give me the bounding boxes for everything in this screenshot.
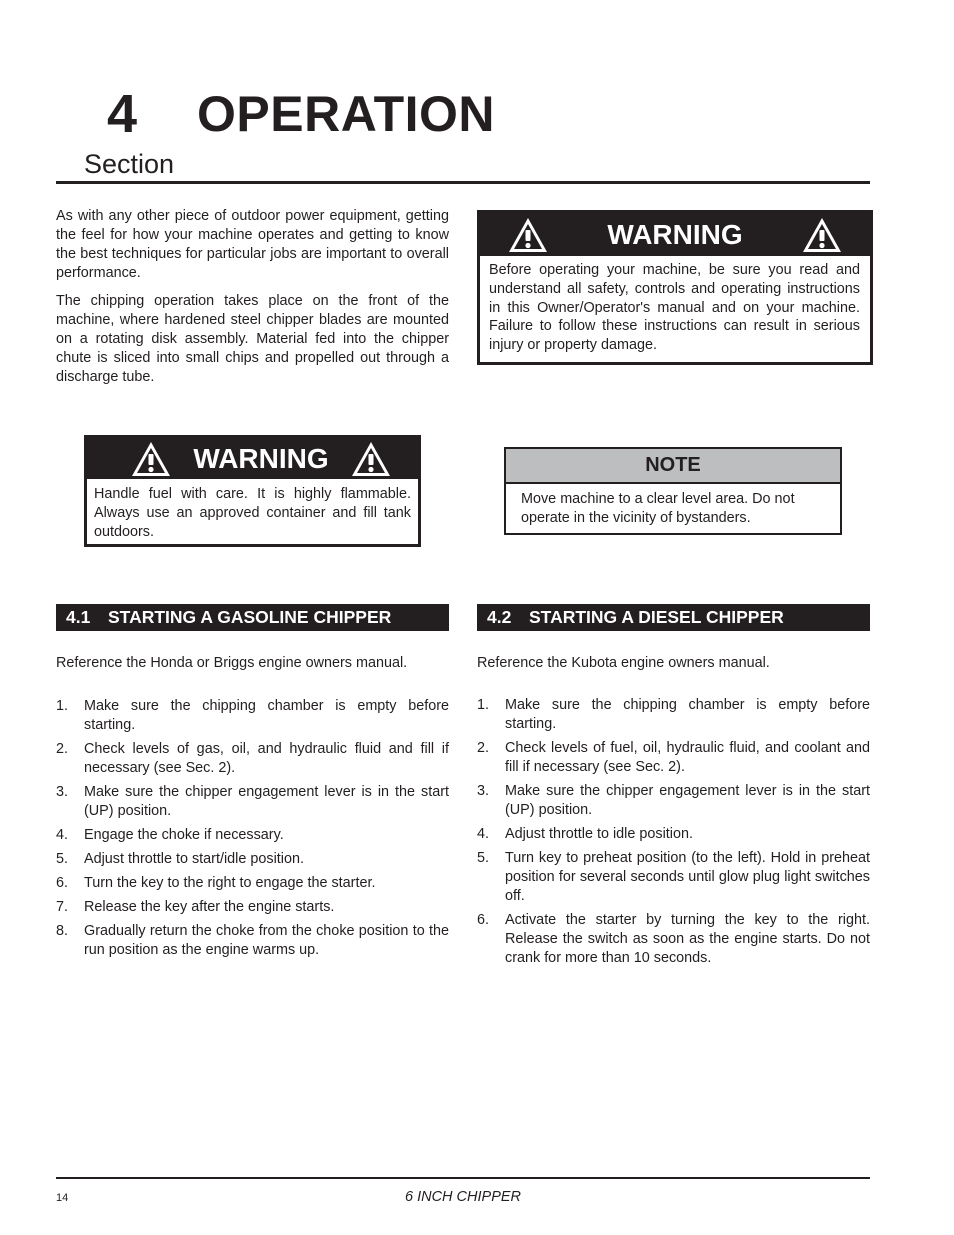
warning-text: Handle fuel with care. It is highly flammable. Always use an approved container and fill tank outdoors. [94,486,411,540]
step-text: Make sure the chipper engagement lever is in the start (UP) position. [505,783,870,818]
step-number: 3. [477,783,490,799]
warning-triangle-icon [802,217,842,253]
step-number: 2. [56,741,69,757]
step-item [56,826,449,845]
step-item [56,740,449,778]
section-title: STARTING A DIESEL CHIPPER [529,607,784,627]
step-number: 1. [56,698,69,714]
step-number: 7. [56,899,69,915]
section-label: Section [84,149,175,179]
step-number: 5. [477,850,490,866]
step-number: 5. [56,851,69,867]
warning-title: WARNING [193,442,329,474]
step-number: 2. [477,740,490,756]
section-heading-diesel [477,604,870,631]
diesel-steps [477,696,870,973]
step-number: 1. [477,697,490,713]
step-item [56,783,449,821]
section-title: STARTING A GASOLINE CHIPPER [108,607,392,627]
step-text: Check levels of gas, oil, and hydraulic fluid and fill if necessary (see Sec. 2). [84,741,449,776]
diesel-reference: Reference the Kubota engine owners manual. [477,655,770,671]
step-text: Make sure the chipper engagement lever is in the start (UP) position. [84,784,449,819]
note-box [504,447,842,535]
step-item [477,739,870,777]
step-item [56,850,449,869]
warning-box-fuel [84,435,421,547]
step-item [56,922,449,960]
step-number: 6. [477,912,490,928]
step-text: Make sure the chipping chamber is empty before starting. [505,697,870,732]
gasoline-steps [56,697,449,965]
step-text: Adjust throttle to idle position. [505,826,693,842]
warning-triangle-icon [351,441,391,477]
step-item [56,874,449,893]
step-number: 8. [56,923,69,939]
step-text: Engage the choke if necessary. [84,827,284,843]
intro-paragraph: The chipping operation takes place on the front of the machine, where hardened steel chipper blades are mounted on a rotating disk assembly. Material fed into the chipper chute is sliced into small chips and propelled out through a discharge tube. [56,293,449,385]
chapter-title: OPERATION [197,86,496,142]
step-text: Turn the key to the right to engage the starter. [84,875,376,891]
note-text: Move machine to a clear level area. Do not operate in the vicinity of bystanders. [521,491,795,526]
gasoline-reference: Reference the Honda or Briggs engine owners manual. [56,655,408,671]
step-item [477,911,870,968]
step-item [477,849,870,906]
step-number: 4. [56,827,69,843]
warning-title: WARNING [607,218,743,250]
step-number: 6. [56,875,69,891]
warning-box-operating [477,210,873,365]
warning-header [480,213,870,256]
section-heading-gasoline [56,604,449,631]
note-title: NOTE [506,449,840,484]
step-item [56,697,449,735]
step-number: 4. [477,826,490,842]
warning-triangle-icon [131,441,171,477]
step-item [477,825,870,844]
step-item [477,782,870,820]
step-text: Make sure the chipping chamber is empty before starting. [84,698,449,733]
step-text: Turn key to preheat position (to the left). Hold in preheat position for several seconds until glow plug light switches off. [505,850,870,904]
header-rule [56,181,870,184]
warning-text: Before operating your machine, be sure you read and understand all safety, controls and operating instructions in this Owner/Operator's manual and on your machine. Failure to follow these instructions can result in serious injury or property damage. [489,262,860,354]
intro-text [56,207,449,387]
intro-paragraph: As with any other piece of outdoor power equipment, getting the feel for how your machine operates and getting to know the best techniques for particular jobs are important to overall performance. [56,208,449,281]
step-number: 3. [56,784,69,800]
footer-rule [56,1177,870,1179]
step-text: Release the key after the engine starts. [84,899,335,915]
chapter-number: 4 [107,84,138,144]
step-text: Adjust throttle to start/idle position. [84,851,304,867]
step-text: Activate the starter by turning the key to the right. Release the switch as soon as the engine starts. Do not crank for more than 10 seconds. [505,912,870,966]
section-number: 4.2 [487,607,512,627]
section-number: 4.1 [66,607,91,627]
step-item [56,898,449,917]
step-text: Check levels of fuel, oil, hydraulic fluid, and coolant and fill if necessary (see Sec. 2). [505,740,870,775]
document-title: 6 INCH CHIPPER [404,1189,522,1205]
step-text: Gradually return the choke from the choke position to the run position as the engine warms up. [84,923,449,958]
warning-header [87,438,418,479]
warning-triangle-icon [508,217,548,253]
step-item [477,696,870,734]
page-number: 14 [56,1192,69,1204]
